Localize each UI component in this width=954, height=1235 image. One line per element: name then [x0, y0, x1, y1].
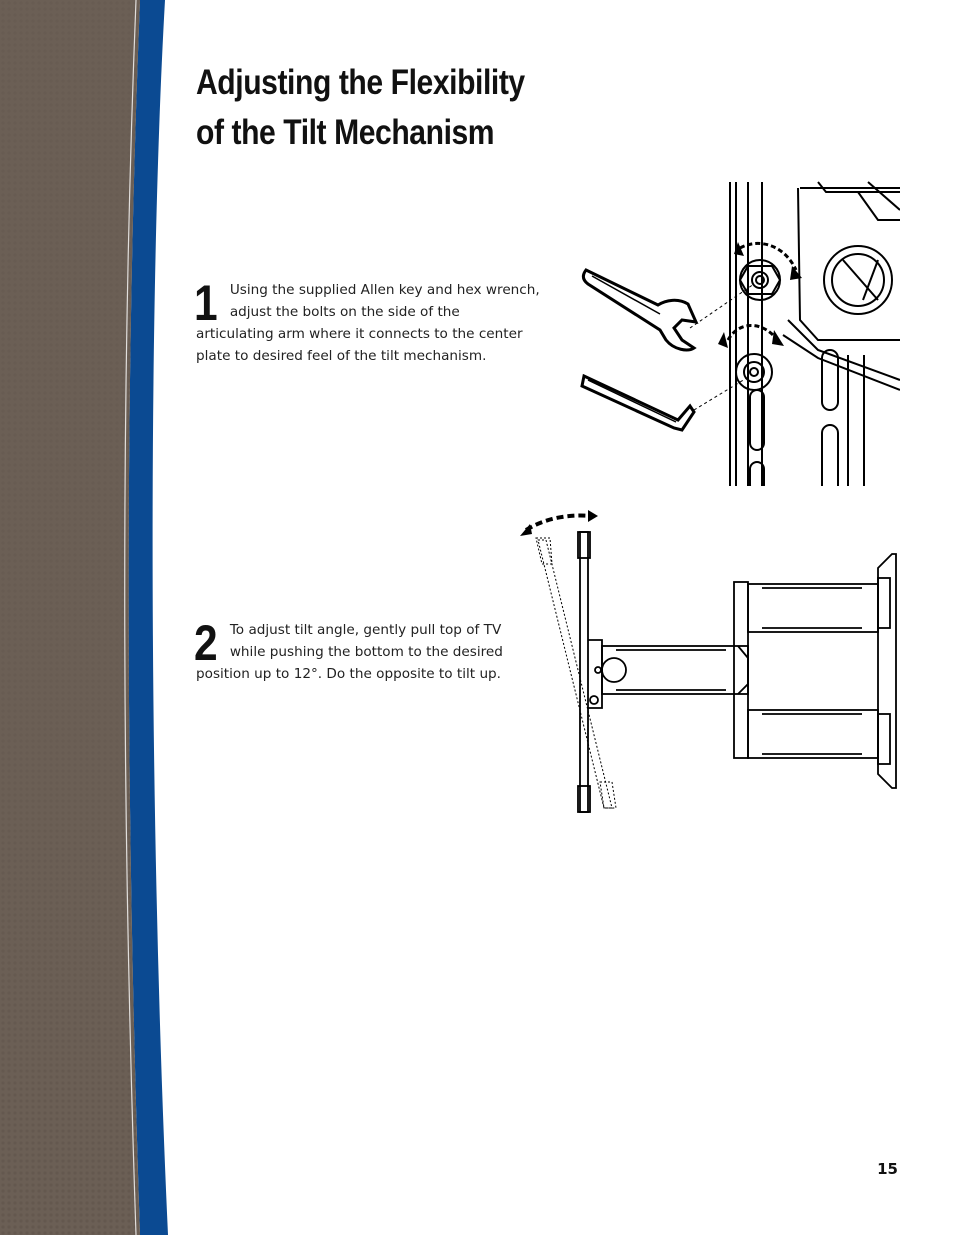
tilt-angle-illustration [516, 508, 900, 816]
bolt-adjustment-illustration [578, 180, 900, 486]
step-1-text: Using the supplied Allen key and hex wrench, adjust the bolts on the side of the articulating arm where it connects to the center plate to desired feel of the tilt mechanism. [196, 282, 540, 364]
page-title [196, 58, 574, 158]
page-number: 15 [877, 1160, 898, 1178]
sidebar-band [0, 0, 170, 1235]
step-2-text: To adjust tilt angle, gently pull top of TV while pushing the bottom to the desired position up to 12°. Do the opposite to tilt up. [196, 622, 503, 682]
step-1-number: 1 [194, 275, 218, 331]
step-1 [194, 275, 541, 367]
step-2 [194, 615, 531, 685]
title-line-1: Adjusting the Flexibility [196, 63, 525, 102]
title-line-2: of the Tilt Mechanism [196, 113, 495, 152]
step-2-number: 2 [194, 615, 218, 671]
